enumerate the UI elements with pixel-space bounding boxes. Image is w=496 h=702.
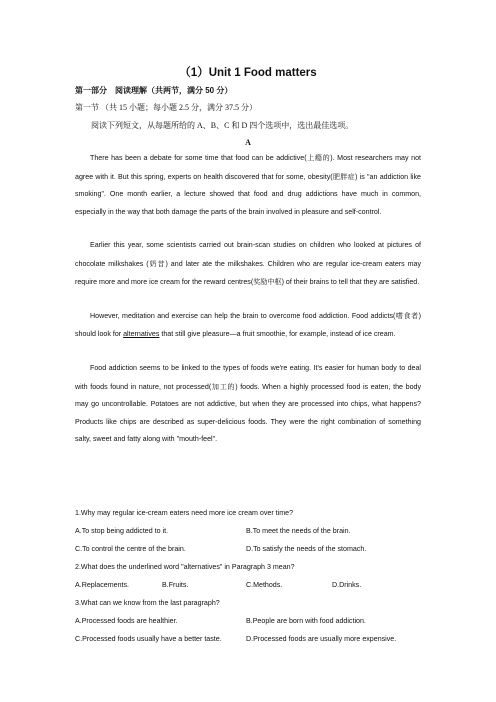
question-2-option-c: C.Methods. [246,581,283,589]
p1-gloss-a: 上瘾的 [306,153,331,162]
p2-text-b: ) and later ate the milkshakes. Children who are regular ice-cream eaters may require more and more ice cream for the reward centres( [75,259,422,287]
p4-gloss-a: 加工的 [211,381,236,391]
question-3-option-a: A.Processed foods are healthier. [75,617,178,625]
paragraph-3 [75,307,421,343]
question-1-option-b: B.To meet the needs of the brain. [246,527,351,535]
p2-text-c: ) of their brains to tell that they are satisfied. [281,278,420,287]
section-subheading: 第一节 （共 15 小题；每小题 2.5 分，满分 37.5 分） [75,103,257,112]
question-1-stem: 1.Why may regular ice-cream eaters need more ice cream over time? [75,509,294,517]
question-2-stem: 2.What does the underlined word "alternatives" in Paragraph 3 mean? [75,563,295,571]
paragraph-4 [75,360,421,449]
p1-text-b: ). Most researchers may not agree with it. But this spring, experts on health discovered that for some, obesity( [75,154,421,181]
underlined-word: alternatives [123,329,160,338]
question-1-option-c: C.To control the centre of the brain. [75,545,186,553]
p2-gloss-a: 奶昔 [148,258,166,268]
passage-label: A [245,138,251,147]
p4-text-b: ) foods. When a highly processed food is eaten, the body may go uncontrollable. Potatoes are not addictive, but when they are processed into chips, what happens? Products like chips are described as super-delicious foods. They were the right combination of something salty, sweet and fatty along with "mouth-feel". [75,382,422,444]
p1-gloss-b: 肥胖症 [332,171,356,181]
p2-text-a: Earlier this year, some scientists carried out brain-scan studies on children who looked at pictures of chocolate milkshakes ( [75,241,421,268]
question-3-option-c: C.Processed foods usually have a better taste. [75,635,222,643]
question-2-option-a: A.Replacements. [75,581,130,589]
question-3-stem: 3.What can we know from the last paragraph? [75,599,220,607]
question-3-option-d: D.Processed foods are usually more expensive. [246,635,397,643]
question-2-option-d: D.Drinks. [332,581,362,589]
paragraph-1 [75,149,421,221]
p3-text-a: However, meditation and exercise can help the brain to overcome food addiction. Food addicts( [90,312,396,320]
question-2-option-b: B.Fruits. [162,581,189,589]
p3-text-b: ) should look for [75,312,422,338]
question-3-option-b: B.People are born with food addiction. [246,617,366,625]
section-heading: 第一部分 阅读理解（共两节，满分 50 分） [75,86,233,95]
paragraph-2 [75,237,421,292]
p3-text-c: that still give pleasure—a fruit smoothie, for example, instead of ice cream. [159,329,396,338]
question-1-option-d: D.To satisfy the needs of the stomach. [246,545,367,553]
question-1-option-a: A.To stop being addicted to it. [75,527,169,535]
instruction-text: 阅读下列短文，从每题所给的 A、B、C 和 D 四个选项中，选出最佳选项。 [91,121,354,130]
p2-gloss-b: 奖励中枢 [253,277,282,287]
p1-text-c: ) is "an addiction like smoking". One month earlier, a lecture showed that food and drug addictions have much in common, especially in the way that both damage the parts of the brain involved in pleasure and self-control. [75,172,421,216]
p1-text-a: There has been a debate for some time that food can be addictive( [90,154,307,162]
p3-gloss-a: 嗜食者 [395,311,419,320]
page-title: （1）Unit 1 Food matters [179,67,317,79]
p4-text-a: Food addiction seems to be linked to the types of foods we're eating. It's easier for human body to deal with foods found in nature, not processed( [75,364,421,391]
